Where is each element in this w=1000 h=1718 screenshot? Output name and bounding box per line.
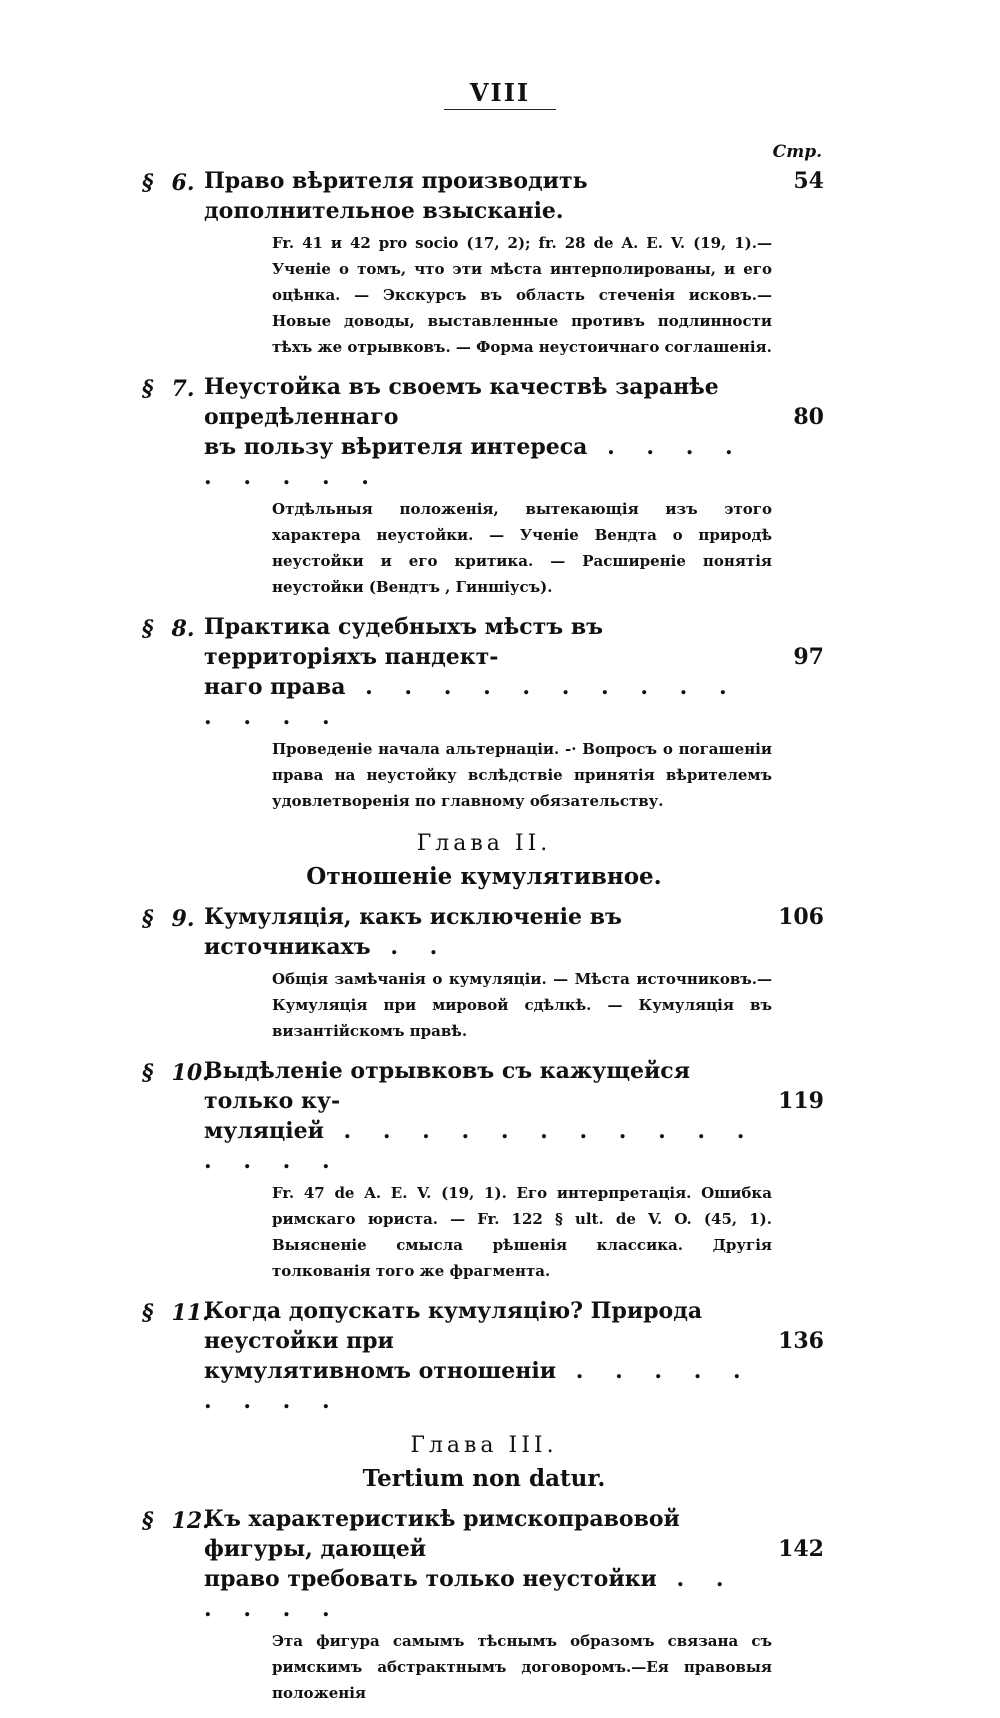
entry-summary: Общія замѣчанія о кумуляціи. — Мѣста источниковъ.— Кумуляція при мировой сдѣлкѣ. — Кумуляція въ византійскомъ правѣ. <box>272 970 772 1040</box>
page-number: VIII <box>444 78 556 110</box>
toc-entry <box>142 612 826 814</box>
entry-title-cont: кумулятивномъ отношеніи . . . . . . . . . <box>204 1358 753 1414</box>
toc-entry <box>142 902 826 1044</box>
table-of-contents <box>142 166 826 1718</box>
toc-entry <box>142 1504 826 1706</box>
toc-entry <box>142 372 826 600</box>
section-marker: § 6. <box>142 170 195 196</box>
section-marker: § 9. <box>142 906 195 932</box>
entry-title: Когда допускать кумуляцію? Природа неустойки при <box>204 1298 703 1354</box>
chapter-label: Глава III. <box>410 1433 558 1458</box>
entry-title-cont: наго права . . . . . . . . . . . . . . <box>204 674 739 730</box>
entry-summary: Эта фигура самымъ тѣснымъ образомъ связана съ римскимъ абстрактнымъ договоромъ.—Ея правовыя положенія <box>272 1632 772 1702</box>
entry-page-number: 136 <box>778 1328 824 1354</box>
toc-entry <box>142 166 826 360</box>
entry-title-cont: муляціей . . . . . . . . . . . . . . . <box>204 1118 757 1174</box>
entry-title: Выдѣленіе отрывковъ съ кажущейся только ку- <box>204 1058 690 1114</box>
entry-summary: Проведеніе начала альтернаціи. -· Вопросъ о погашеніи права на неустойку вслѣдствіе принятія вѣрителемъ удовлетворенія по главному обязательству. <box>272 740 772 810</box>
chapter-title: Отношеніе кумулятивное. <box>306 863 662 890</box>
chapter-title: Tertium non datur. <box>362 1465 606 1492</box>
entry-title: Право вѣрителя производить дополнительное взысканіе. <box>204 168 588 224</box>
entry-page-number: 54 <box>793 168 824 194</box>
entry-summary: Fr. 41 и 42 pro socio (17, 2); fr. 28 de A. E. V. (19, 1).— Ученіе о томъ, что эти мѣста интерполированы, и его оцѣнка. — Экскурсъ въ область стеченія исковъ.—Новые доводы, выставленные противъ подлинности тѣхъ же отрывковъ. — Форма неустоичнаго соглашенія. <box>272 234 772 356</box>
entry-title-cont: право требовать только неустойки . . . . . . <box>204 1566 736 1622</box>
section-marker: § 11. <box>142 1300 210 1326</box>
chapter-label: Глава II. <box>416 831 552 856</box>
entry-summary: Отдѣльныя положенія, вытекающія изъ этого характера неустойки. — Ученіе Вендта о природѣ неустойки и его критика. — Расширеніе понятія неустойки (Вендтъ , Гиншіусъ). <box>272 500 772 596</box>
toc-entry <box>142 1296 826 1416</box>
section-marker: § 10. <box>142 1060 210 1086</box>
entry-page-number: 80 <box>793 404 824 430</box>
page-header <box>0 78 1000 110</box>
section-marker: § 8. <box>142 616 195 642</box>
entry-title: Кумуляція, какъ исключеніе въ источникахъ . . <box>204 904 622 960</box>
toc-entry <box>142 1056 826 1284</box>
page-column-label: Стр. <box>772 142 822 162</box>
entry-summary: Fr. 47 de A. E. V. (19, 1). Его интерпретація. Ошибка римскаго юриста. — Fr. 122 § ult. de V. O. (45, 1). Выясненіе смысла рѣшенія классика. Другія толкованія того же фрагмента. <box>272 1184 772 1280</box>
chapter-heading <box>142 1430 826 1496</box>
entry-title: Неустойка въ своемъ качествѣ заранѣе опредѣленнаго <box>204 374 719 430</box>
entry-title: Практика судебныхъ мѣстъ въ территоріяхъ пандект- <box>204 614 603 670</box>
entry-page-number: 119 <box>778 1088 824 1114</box>
chapter-heading <box>142 828 826 894</box>
entry-page-number: 106 <box>778 904 824 930</box>
entry-page-number: 97 <box>793 644 824 670</box>
entry-title: Къ характеристикѣ римскоправовой фигуры, дающей <box>204 1506 680 1562</box>
section-marker: § 7. <box>142 376 195 402</box>
entry-page-number: 142 <box>778 1536 824 1562</box>
section-marker: § 12. <box>142 1508 210 1534</box>
entry-title-cont: въ пользу вѣрителя интереса . . . . . . . . . <box>204 434 745 490</box>
